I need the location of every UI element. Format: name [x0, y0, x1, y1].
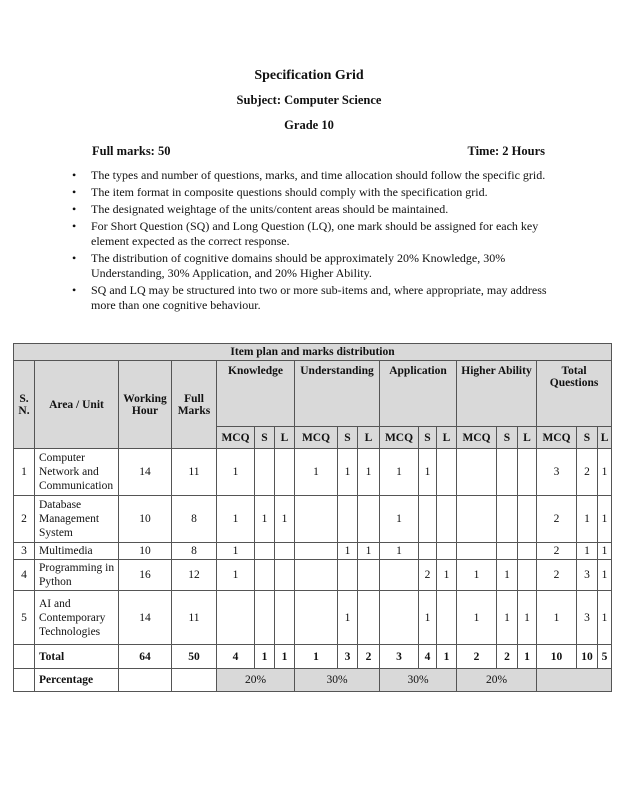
row-sn: 2: [14, 496, 35, 543]
row-cell: 1: [380, 449, 419, 496]
total-cell: 1: [255, 645, 275, 669]
row-cell: 1: [497, 560, 518, 591]
subheader-l: L: [518, 427, 537, 449]
row-working-hour: 10: [119, 543, 172, 560]
row-cell: 1: [338, 449, 358, 496]
subject-line: Subject: Computer Science: [236, 93, 382, 107]
row-cell: 1: [338, 591, 358, 645]
header-full-marks: Full Marks: [172, 361, 217, 449]
row-cell: 1: [598, 560, 612, 591]
row-cell: [338, 496, 358, 543]
instruction-item: • SQ and LQ may be structured into two or more sub-items and, where appropriate, may address more than one cognitive behaviour.: [72, 283, 552, 313]
row-cell: 3: [577, 591, 598, 645]
table-row: [14, 449, 612, 496]
row-cell: [295, 591, 338, 645]
total-cell: 2: [457, 645, 497, 669]
row-cell: 3: [537, 449, 577, 496]
instruction-item: • The distribution of cognitive domains should be approximately 20% Knowledge, 30% Understanding, 30% Application, and 20% Higher Ability.: [72, 251, 552, 281]
row-full-marks: 11: [172, 449, 217, 496]
total-cell: 2: [497, 645, 518, 669]
total-cell: 1: [518, 645, 537, 669]
row-cell: [295, 496, 338, 543]
row-sn: 5: [14, 591, 35, 645]
row-cell: 3: [577, 560, 598, 591]
row-cell: 1: [577, 543, 598, 560]
row-cell: [419, 496, 437, 543]
row-cell: [457, 543, 497, 560]
row-cell: 1: [380, 496, 419, 543]
row-cell: [217, 591, 255, 645]
total-cell: 10: [537, 645, 577, 669]
row-cell: 1: [419, 449, 437, 496]
specification-table: [13, 343, 612, 692]
percentage-sn: [14, 669, 35, 692]
header-higher-ability: Higher Ability: [457, 361, 537, 427]
total-row: [14, 645, 612, 669]
total-sn: [14, 645, 35, 669]
row-full-marks: 8: [172, 543, 217, 560]
total-cell: 1: [295, 645, 338, 669]
instruction-item: • The item format in composite questions should comply with the specification grid.: [72, 185, 552, 200]
row-area: Programming in Python: [35, 560, 119, 591]
header-understanding: Understanding: [295, 361, 380, 427]
row-cell: 1: [255, 496, 275, 543]
row-cell: 1: [295, 449, 338, 496]
table-row: [14, 560, 612, 591]
total-cell: 3: [380, 645, 419, 669]
row-cell: 1: [358, 543, 380, 560]
row-cell: [437, 543, 457, 560]
row-cell: 1: [419, 591, 437, 645]
row-cell: 1: [217, 496, 255, 543]
instruction-item: • The designated weightage of the units/content areas should be maintained.: [72, 202, 552, 217]
row-working-hour: 14: [119, 591, 172, 645]
percentage-value: 20%: [457, 669, 537, 692]
grade-line: Grade 10: [284, 118, 334, 132]
row-full-marks: 8: [172, 496, 217, 543]
row-area: Computer Network and Communication: [35, 449, 119, 496]
row-cell: [457, 449, 497, 496]
subheader-mcq: MCQ: [380, 427, 419, 449]
row-cell: [358, 560, 380, 591]
row-cell: [255, 560, 275, 591]
percentage-label: Percentage: [35, 669, 119, 692]
subheader-s: S: [255, 427, 275, 449]
percentage-marks-blank: [172, 669, 217, 692]
row-cell: [358, 591, 380, 645]
row-cell: [358, 496, 380, 543]
row-cell: [275, 591, 295, 645]
row-working-hour: 16: [119, 560, 172, 591]
subheader-l: L: [598, 427, 612, 449]
row-cell: 1: [457, 560, 497, 591]
percentage-value: 30%: [380, 669, 457, 692]
row-cell: 2: [577, 449, 598, 496]
subheader-mcq: MCQ: [457, 427, 497, 449]
row-area: Multimedia: [35, 543, 119, 560]
table-row: [14, 591, 612, 645]
row-cell: 1: [437, 560, 457, 591]
total-cell: 5: [598, 645, 612, 669]
row-cell: [295, 543, 338, 560]
total-cell: 3: [338, 645, 358, 669]
percentage-value: 30%: [295, 669, 380, 692]
subheader-s: S: [419, 427, 437, 449]
subheader-l: L: [437, 427, 457, 449]
header-working-hour: Working Hour: [119, 361, 172, 449]
row-cell: 1: [217, 560, 255, 591]
row-cell: 1: [217, 449, 255, 496]
row-sn: 3: [14, 543, 35, 560]
row-cell: 1: [358, 449, 380, 496]
full-marks: Full marks: 50: [92, 144, 171, 158]
total-label: Total: [35, 645, 119, 669]
subheader-s: S: [338, 427, 358, 449]
subheader-l: L: [358, 427, 380, 449]
row-cell: 2: [537, 560, 577, 591]
time-allocation: Time: 2 Hours: [467, 144, 545, 158]
row-cell: [275, 449, 295, 496]
row-cell: 2: [537, 496, 577, 543]
row-cell: [275, 560, 295, 591]
row-area: AI and Contemporary Technologies: [35, 591, 119, 645]
header-area: Area / Unit: [35, 361, 119, 449]
table-row: [14, 543, 612, 560]
row-sn: 4: [14, 560, 35, 591]
header-application: Application: [380, 361, 457, 427]
row-cell: [437, 591, 457, 645]
table-title: Item plan and marks distribution: [14, 344, 612, 361]
row-cell: 1: [598, 496, 612, 543]
row-working-hour: 10: [119, 496, 172, 543]
page-title: Specification Grid: [254, 68, 364, 83]
instructions-list: [72, 168, 552, 315]
subheader-mcq: MCQ: [537, 427, 577, 449]
row-cell: [518, 449, 537, 496]
total-full-marks: 50: [172, 645, 217, 669]
row-cell: 2: [537, 543, 577, 560]
row-cell: 2: [419, 560, 437, 591]
row-cell: 1: [380, 543, 419, 560]
row-cell: 1: [598, 591, 612, 645]
row-cell: [437, 449, 457, 496]
row-cell: 1: [518, 591, 537, 645]
row-cell: [518, 496, 537, 543]
row-working-hour: 14: [119, 449, 172, 496]
header-total-questions: Total Questions: [537, 361, 612, 427]
subheader-s: S: [577, 427, 598, 449]
row-cell: 1: [577, 496, 598, 543]
row-cell: [457, 496, 497, 543]
table-row: [14, 496, 612, 543]
row-cell: [497, 496, 518, 543]
total-cell: 2: [358, 645, 380, 669]
total-cell: 10: [577, 645, 598, 669]
total-cell: 4: [217, 645, 255, 669]
subheader-mcq: MCQ: [217, 427, 255, 449]
row-cell: 1: [497, 591, 518, 645]
row-cell: [518, 560, 537, 591]
percentage-value: 20%: [217, 669, 295, 692]
row-cell: [497, 543, 518, 560]
header-sn: S. N.: [14, 361, 35, 449]
row-cell: [437, 496, 457, 543]
row-cell: 1: [217, 543, 255, 560]
row-cell: [275, 543, 295, 560]
percentage-hour-blank: [119, 669, 172, 692]
row-cell: [255, 543, 275, 560]
instruction-item: • The types and number of questions, marks, and time allocation should follow the specific grid.: [72, 168, 552, 183]
row-cell: 1: [338, 543, 358, 560]
row-area: Database Management System: [35, 496, 119, 543]
row-cell: [255, 591, 275, 645]
total-cell: 4: [419, 645, 437, 669]
row-cell: [518, 543, 537, 560]
row-cell: [295, 560, 338, 591]
subheader-l: L: [275, 427, 295, 449]
subheader-s: S: [497, 427, 518, 449]
subheader-mcq: MCQ: [295, 427, 338, 449]
row-cell: [497, 449, 518, 496]
row-cell: 1: [598, 543, 612, 560]
instruction-item: • For Short Question (SQ) and Long Question (LQ), one mark should be assigned for each key element expected as the correct response.: [72, 219, 552, 249]
row-full-marks: 11: [172, 591, 217, 645]
percentage-total-blank: [537, 669, 612, 692]
percentage-row: [14, 669, 612, 692]
row-cell: [380, 560, 419, 591]
total-cell: 1: [437, 645, 457, 669]
row-cell: [380, 591, 419, 645]
total-cell: 1: [275, 645, 295, 669]
row-cell: 1: [457, 591, 497, 645]
row-sn: 1: [14, 449, 35, 496]
total-working-hour: 64: [119, 645, 172, 669]
row-full-marks: 12: [172, 560, 217, 591]
row-cell: 1: [537, 591, 577, 645]
row-cell: [255, 449, 275, 496]
header-knowledge: Knowledge: [217, 361, 295, 427]
row-cell: [338, 560, 358, 591]
row-cell: 1: [275, 496, 295, 543]
row-cell: [419, 543, 437, 560]
row-cell: 1: [598, 449, 612, 496]
